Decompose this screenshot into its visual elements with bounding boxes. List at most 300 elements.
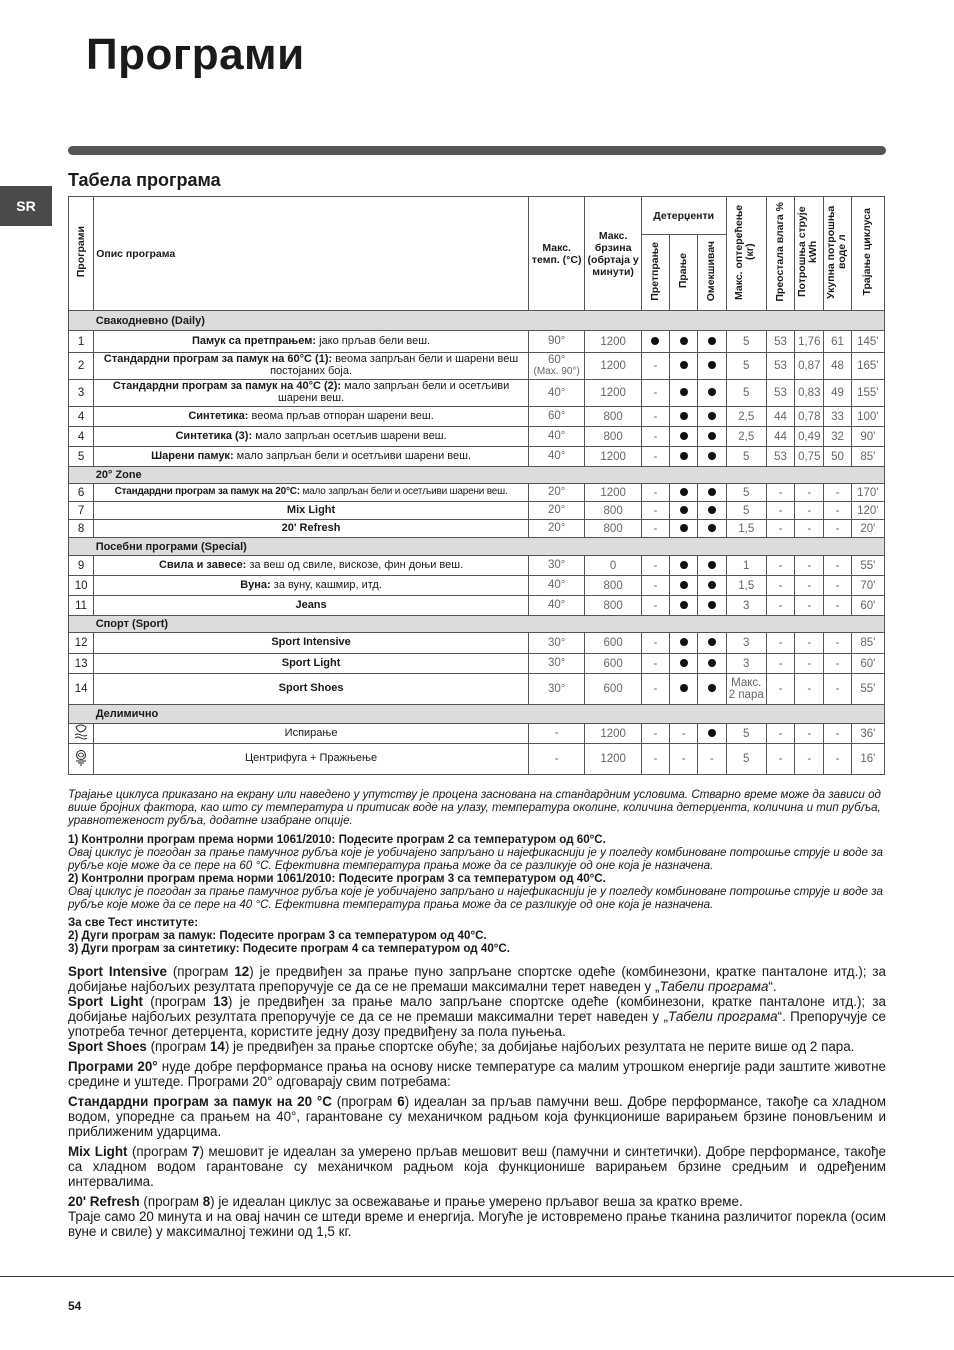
energy-kwh: - — [795, 520, 824, 538]
program-number: 12 — [69, 633, 94, 654]
pre-value: - — [641, 520, 669, 538]
residual-moisture: 53 — [766, 380, 794, 407]
max-load: 5 — [726, 380, 766, 407]
water-liters: - — [824, 520, 851, 538]
table-row — [69, 724, 885, 744]
program-detail: за вуну, кашмир, итд. — [270, 578, 382, 591]
spin-drain-icon — [74, 750, 88, 766]
residual-moisture: - — [766, 520, 794, 538]
cycle-duration: 145' — [851, 331, 884, 353]
table-row — [69, 744, 885, 775]
norm-notes — [68, 833, 886, 911]
program-description — [94, 407, 529, 427]
table-row — [69, 576, 885, 596]
wash-dot — [670, 484, 698, 502]
max-speed: 800 — [585, 596, 641, 616]
program-detail: мало запрљан бели и осетљиви шарени веш. — [277, 380, 510, 404]
sport-shoes-paragraph: Sport Shoes (програм 14) је предвиђен за прање спортске обуће; за добијање најбољих резултата не перите више од 2 пара. — [68, 1039, 855, 1054]
program-description — [94, 654, 529, 674]
language-tab: SR — [0, 186, 52, 226]
program-detail: Центрифуга + Пражњење — [245, 752, 378, 765]
program-number: 13 — [69, 654, 94, 674]
residual-moisture: - — [766, 633, 794, 654]
program-detail: Испирање — [284, 726, 338, 739]
max-speed: 1200 — [585, 484, 641, 502]
table-row — [69, 447, 885, 467]
cycle-duration: 90' — [851, 427, 884, 447]
max-temp: 40° — [528, 447, 584, 467]
note-3: 2) Дуги програм за памук: Подесите програм 3 са температуром од 40°C. — [68, 929, 487, 942]
table-row — [69, 674, 885, 705]
cycle-duration: 16' — [851, 744, 884, 775]
group-header-row — [69, 616, 885, 633]
energy-kwh: - — [795, 576, 824, 596]
cycle-duration: 20' — [851, 520, 884, 538]
table-row — [69, 520, 885, 538]
table-row — [69, 380, 885, 407]
program-number: 3 — [69, 380, 94, 407]
header-duration: Трајање циклуса — [851, 197, 884, 311]
max-speed: 1200 — [585, 724, 641, 744]
energy-kwh: - — [795, 674, 824, 705]
mix-light-paragraph: Mix Light (програм 7) мешовит је идеалан за умерено прљав мешовит веш (памучни и синтетички). Добре перформансе, такође са хладном водом гарантоване су механичком радњом која функционише варирањем брзине средњим и одређеним интервалима. — [68, 1144, 887, 1189]
residual-moisture: 53 — [766, 331, 794, 353]
group-header-row — [69, 467, 885, 484]
program-name: Стандардни програм за памук на 60°C (1): — [103, 353, 333, 366]
water-liters: 50 — [824, 447, 851, 467]
program-description — [94, 331, 529, 353]
program-name: Стандардни програм за памук на 20°C: — [114, 486, 300, 498]
soft-dot — [698, 596, 726, 616]
cycle-duration: 100' — [851, 407, 884, 427]
pre-value: - — [641, 484, 669, 502]
energy-kwh: - — [795, 502, 824, 520]
group-title: Спорт (Sport) — [94, 616, 885, 633]
program-number: 9 — [69, 556, 94, 576]
pre-value: - — [641, 633, 669, 654]
rinse-icon — [74, 724, 88, 740]
wash-dot — [670, 427, 698, 447]
program-detail: мало запрљан бели и осетљиви шарени веш. — [233, 449, 472, 462]
program-description — [94, 744, 529, 775]
program-description — [94, 484, 529, 502]
table-row — [69, 407, 885, 427]
max-load: 5 — [726, 484, 766, 502]
table-row — [69, 654, 885, 674]
water-liters: 49 — [824, 380, 851, 407]
max-load: 1,5 — [726, 576, 766, 596]
soft-dot — [698, 484, 726, 502]
soft-dot — [698, 353, 726, 380]
energy-kwh: 0,75 — [795, 447, 824, 467]
title-divider — [68, 146, 886, 155]
soft-dot — [698, 427, 726, 447]
refresh-paragraph: 20' Refresh (програм 8) је идеалан циклус за освежавање и прање умерено прљавог веша за кратко време. — [68, 1194, 743, 1209]
program-description — [94, 353, 529, 380]
header-wash: Прање — [670, 235, 698, 311]
filled-dot-icon — [680, 581, 688, 589]
water-liters: - — [824, 484, 851, 502]
filled-dot-icon — [708, 412, 716, 420]
energy-kwh: 0,83 — [795, 380, 824, 407]
energy-kwh: - — [795, 654, 824, 674]
wash-dot — [670, 596, 698, 616]
filled-dot-icon — [680, 388, 688, 396]
filled-dot-icon — [680, 601, 688, 609]
program-number: 4 — [69, 427, 94, 447]
filled-dot-icon — [708, 388, 716, 396]
wash-dot — [670, 576, 698, 596]
header-energy: Потрошња струје kWh — [795, 197, 824, 311]
program-name: Памук са претпрањем: — [191, 334, 317, 347]
max-temp: 40° — [528, 427, 584, 447]
max-speed: 1200 — [585, 353, 641, 380]
table-row — [69, 633, 885, 654]
standard-20-paragraph: Стандардни програм за памук на 20 °C (програм 6) идеалан за прљав памучни веш. Добре перформансе, такође са хладном водом, упоредне са прањем на 40°, гарантоване су механичком радњом која функционише варирањем брзине поновљеним и приближеним ударцима. — [68, 1094, 887, 1139]
program-number: 1 — [69, 331, 94, 353]
max-temp: - — [528, 724, 584, 744]
water-liters: - — [824, 744, 851, 775]
max-temp: 40° — [528, 596, 584, 616]
residual-moisture: - — [766, 502, 794, 520]
wash-dot — [670, 353, 698, 380]
filled-dot-icon — [680, 506, 688, 514]
filled-dot-icon — [680, 337, 688, 345]
wash-dot — [670, 331, 698, 353]
max-load: 1,5 — [726, 520, 766, 538]
max-temp: 20° — [528, 502, 584, 520]
soft-dot — [698, 380, 726, 407]
soft-dot — [698, 502, 726, 520]
group-header-row — [69, 538, 885, 556]
pre-value: - — [641, 744, 669, 775]
filled-dot-icon — [708, 506, 716, 514]
max-load: 2,5 — [726, 427, 766, 447]
soft-dot — [698, 520, 726, 538]
program-description — [94, 576, 529, 596]
pre-dot — [641, 331, 669, 353]
max-speed: 800 — [585, 502, 641, 520]
pre-value: - — [641, 502, 669, 520]
filled-dot-icon — [708, 488, 716, 496]
program-number: 10 — [69, 576, 94, 596]
soft-dot — [698, 633, 726, 654]
program-number: 6 — [69, 484, 94, 502]
max-speed: 800 — [585, 427, 641, 447]
duration-note: Трајање циклуса приказано на екрану или наведено у упутству је процена заснована на стандардним условима. Стварно време може да зависи од више бројних фактора, као што су температура и притисак воде на улазу, температура околине, количина детерџента, количина и тип рубља, уравнотеженост рубља, додатне изабране опције. — [68, 788, 881, 827]
pre-value: - — [641, 407, 669, 427]
filled-dot-icon — [708, 337, 716, 345]
program-name: Стандардни програм за памук на 40°C (2): — [112, 380, 342, 393]
residual-moisture: - — [766, 674, 794, 705]
max-load: 3 — [726, 633, 766, 654]
max-temp: - — [528, 744, 584, 775]
water-liters: - — [824, 654, 851, 674]
filled-dot-icon — [708, 601, 716, 609]
filled-dot-icon — [708, 684, 716, 692]
note-4: 3) Дуги програм за синтетику: Подесите програм 4 са температуром од 40°C. — [68, 942, 511, 955]
residual-moisture: 44 — [766, 407, 794, 427]
program-name: Sport Intensive — [271, 636, 351, 649]
max-temp: 30° — [528, 633, 584, 654]
energy-kwh: - — [795, 633, 824, 654]
max-load: 5 — [726, 724, 766, 744]
max-load: 1 — [726, 556, 766, 576]
program-name: Синтетика: — [188, 409, 249, 422]
header-programs: Програми — [69, 197, 94, 311]
max-temp: 60° — [528, 407, 584, 427]
soft-value: - — [698, 744, 726, 775]
cycle-duration: 60' — [851, 654, 884, 674]
max-speed: 600 — [585, 654, 641, 674]
filled-dot-icon — [680, 638, 688, 646]
program-descriptions — [68, 964, 886, 1244]
page-number: 54 — [68, 1299, 82, 1313]
filled-dot-icon — [680, 561, 688, 569]
filled-dot-icon — [680, 659, 688, 667]
programs-table — [68, 196, 885, 775]
max-speed: 600 — [585, 674, 641, 705]
filled-dot-icon — [680, 432, 688, 440]
program-number: 4 — [69, 407, 94, 427]
filled-dot-icon — [708, 361, 716, 369]
residual-moisture: - — [766, 576, 794, 596]
residual-moisture: - — [766, 556, 794, 576]
program-name: Mix Light — [286, 503, 336, 516]
filled-dot-icon — [680, 684, 688, 692]
group-title: 20° Zone — [94, 467, 885, 484]
wash-value: - — [670, 724, 698, 744]
header-detergents: Детерџенти — [641, 197, 726, 235]
program-number: 2 — [69, 353, 94, 380]
max-speed: 1200 — [585, 447, 641, 467]
max-speed: 800 — [585, 576, 641, 596]
table-row — [69, 353, 885, 380]
program-number: 8 — [69, 520, 94, 538]
soft-dot — [698, 331, 726, 353]
energy-kwh: 1,76 — [795, 331, 824, 353]
program-name: Вуна: — [240, 578, 271, 591]
water-liters: 33 — [824, 407, 851, 427]
programs-20-paragraph: Програми 20° нуде добре перформансе прања на основу ниске температуре са малим утрошком енергије ради заштите животне средине и уштеде. Програми 20° одговарају свим потребама: — [68, 1059, 886, 1089]
pre-value: - — [641, 674, 669, 705]
filled-dot-icon — [708, 524, 716, 532]
max-speed: 800 — [585, 520, 641, 538]
wash-dot — [670, 520, 698, 538]
cycle-duration: 60' — [851, 596, 884, 616]
sport-intensive-paragraph: Sport Intensive (програм 12) је предвиђен за прање пуно запрљане спортске одеће (комбинезони, кратке панталоне итд.); за добијање најбољих резултата препоручује се да се не премаши максимални терет наведен у „Табели програма“. — [68, 964, 886, 994]
note-1-text: Овај циклус је погодан за прање памучног рубља које је уобичајено запрљано и најефикаснији је у погледу комбиноване потрошње струје и воде за рубље које може да се пере на 60 °C. Ефективна температура прања може да се разликује од оне која је назначена. — [68, 846, 883, 872]
residual-moisture: - — [766, 724, 794, 744]
program-name: Шарени памук: — [151, 449, 234, 462]
soft-dot — [698, 654, 726, 674]
wash-dot — [670, 654, 698, 674]
filled-dot-icon — [708, 581, 716, 589]
program-icon-cell — [69, 744, 94, 775]
max-load: 3 — [726, 654, 766, 674]
program-name: 20' Refresh — [281, 521, 341, 534]
program-description — [94, 447, 529, 467]
program-number: 14 — [69, 674, 94, 705]
filled-dot-icon — [708, 432, 716, 440]
filled-dot-icon — [680, 452, 688, 460]
soft-dot — [698, 674, 726, 705]
filled-dot-icon — [708, 729, 716, 737]
institutes-title: За све Тест институте: — [68, 916, 199, 929]
cycle-duration: 55' — [851, 674, 884, 705]
program-name: Свила и завесе: — [158, 558, 247, 571]
pre-value: - — [641, 427, 669, 447]
program-name: Jeans — [295, 598, 327, 611]
program-name: Sport Shoes — [278, 682, 344, 695]
max-temp: 60° (Max. 90°) — [528, 353, 584, 380]
soft-dot — [698, 724, 726, 744]
program-description — [94, 596, 529, 616]
energy-kwh: - — [795, 556, 824, 576]
program-description — [94, 674, 529, 705]
program-detail: јако прљав бели веш. — [316, 334, 431, 347]
soft-dot — [698, 556, 726, 576]
water-liters: - — [824, 633, 851, 654]
filled-dot-icon — [708, 452, 716, 460]
table-row — [69, 331, 885, 353]
program-description — [94, 520, 529, 538]
residual-moisture: - — [766, 744, 794, 775]
program-name: Sport Light — [281, 656, 341, 669]
max-temp: 30° — [528, 674, 584, 705]
max-speed: 1200 — [585, 744, 641, 775]
cycle-duration: 70' — [851, 576, 884, 596]
max-load: 5 — [726, 744, 766, 775]
max-speed: 1200 — [585, 331, 641, 353]
water-liters: 32 — [824, 427, 851, 447]
soft-dot — [698, 447, 726, 467]
table-row — [69, 596, 885, 616]
program-name: Синтетика (3): — [175, 429, 253, 442]
cycle-duration: 155' — [851, 380, 884, 407]
max-temp: 40° — [528, 576, 584, 596]
energy-kwh: 0,78 — [795, 407, 824, 427]
max-temp: 30° — [528, 654, 584, 674]
program-number: 7 — [69, 502, 94, 520]
header-max-load: Макс. оптерећење (кг) — [726, 197, 766, 311]
pre-value: - — [641, 353, 669, 380]
water-liters: - — [824, 502, 851, 520]
sport-light-paragraph: Sport Light (програм 13) је предвиђен за прање мало запрљане спортске одеће (комбинезони, кратке панталоне итд.); за добијање најбољих резултата препоручује се да се не премаши максимални терет наведен у „Табели програма“. Препоручује се употреба течног детерџента, користите једну дозу предвиђену за пола пуњења. — [68, 994, 887, 1039]
header-max-speed: Макс. брзина (обртаја у минути) — [585, 197, 641, 311]
header-residual-moisture: Преостала влага % — [766, 197, 794, 311]
residual-moisture: 53 — [766, 447, 794, 467]
program-icon-cell — [69, 724, 94, 744]
filled-dot-icon — [651, 337, 659, 345]
max-temp: 40° — [528, 380, 584, 407]
wash-dot — [670, 674, 698, 705]
water-liters: - — [824, 556, 851, 576]
filled-dot-icon — [708, 659, 716, 667]
max-temp: 20° — [528, 520, 584, 538]
pre-value: - — [641, 380, 669, 407]
table-row — [69, 484, 885, 502]
program-number: 11 — [69, 596, 94, 616]
program-detail: за веш од свиле, вискозе, фин доњи веш. — [246, 558, 464, 571]
note-2-title: 2) Контролни програм према норми 1061/2010: Подесите програм 3 са температуром од 40°C. — [68, 872, 606, 885]
group-header-row — [69, 705, 885, 724]
group-title: Посебни програми (Special) — [94, 538, 885, 556]
wash-value: - — [670, 744, 698, 775]
pre-value: - — [641, 596, 669, 616]
header-prewash: Претпрање — [641, 235, 669, 311]
cycle-duration: 120' — [851, 502, 884, 520]
institute-notes — [68, 916, 886, 955]
cycle-duration: 36' — [851, 724, 884, 744]
program-description — [94, 633, 529, 654]
water-liters: 61 — [824, 331, 851, 353]
cycle-duration: 170' — [851, 484, 884, 502]
program-description — [94, 427, 529, 447]
program-number: 5 — [69, 447, 94, 467]
max-temp: 30° — [528, 556, 584, 576]
energy-kwh: - — [795, 744, 824, 775]
footer-divider — [0, 1276, 954, 1277]
filled-dot-icon — [708, 561, 716, 569]
program-detail: мало запрљан осетљив шарени веш. — [252, 429, 447, 442]
table-row — [69, 502, 885, 520]
max-load: 5 — [726, 447, 766, 467]
header-max-temp: Макс. темп. (°C) — [528, 197, 584, 311]
note-1-title: 1) Контролни програм према норми 1061/2010: Подесите програм 2 са температуром од 60°C. — [68, 833, 606, 846]
refresh-paragraph-2: Траје само 20 минута и на овај начин се штеди време и енергија. Могуће је истовремено прање тканина различитог порекла (осим вуне и свиле) у максималној тежини од 1,5 кг. — [68, 1209, 886, 1239]
max-speed: 1200 — [585, 380, 641, 407]
energy-kwh: - — [795, 484, 824, 502]
header-softener: Омекшивач — [698, 235, 726, 311]
water-liters: - — [824, 724, 851, 744]
max-load: 5 — [726, 353, 766, 380]
cycle-duration: 85' — [851, 447, 884, 467]
max-load: Макс. 2 пара — [726, 674, 766, 705]
program-detail: веома запрљан бели и шарени веш постојаних боја. — [270, 353, 519, 377]
wash-dot — [670, 633, 698, 654]
max-temp: 20° — [528, 484, 584, 502]
section-title: Табела програма — [68, 170, 221, 190]
energy-kwh: - — [795, 596, 824, 616]
program-detail: веома прљав отпоран шарени веш. — [248, 409, 434, 422]
filled-dot-icon — [680, 488, 688, 496]
max-speed: 800 — [585, 407, 641, 427]
pre-value: - — [641, 724, 669, 744]
wash-dot — [670, 407, 698, 427]
table-row — [69, 427, 885, 447]
residual-moisture: - — [766, 484, 794, 502]
program-detail: мало запрљан бели и осетљиви шарени веш. — [299, 486, 508, 498]
max-speed: 0 — [585, 556, 641, 576]
group-title: Делимично — [94, 705, 885, 724]
program-description — [94, 502, 529, 520]
pre-value: - — [641, 654, 669, 674]
header-description: Опис програма — [94, 197, 529, 311]
max-load: 3 — [726, 596, 766, 616]
program-description — [94, 556, 529, 576]
max-load: 2,5 — [726, 407, 766, 427]
energy-kwh: - — [795, 724, 824, 744]
soft-dot — [698, 407, 726, 427]
wash-dot — [670, 447, 698, 467]
max-load: 5 — [726, 502, 766, 520]
group-title: Свакодневно (Daily) — [94, 311, 885, 331]
residual-moisture: 53 — [766, 353, 794, 380]
table-row — [69, 556, 885, 576]
cycle-duration: 55' — [851, 556, 884, 576]
group-header-row — [69, 311, 885, 331]
